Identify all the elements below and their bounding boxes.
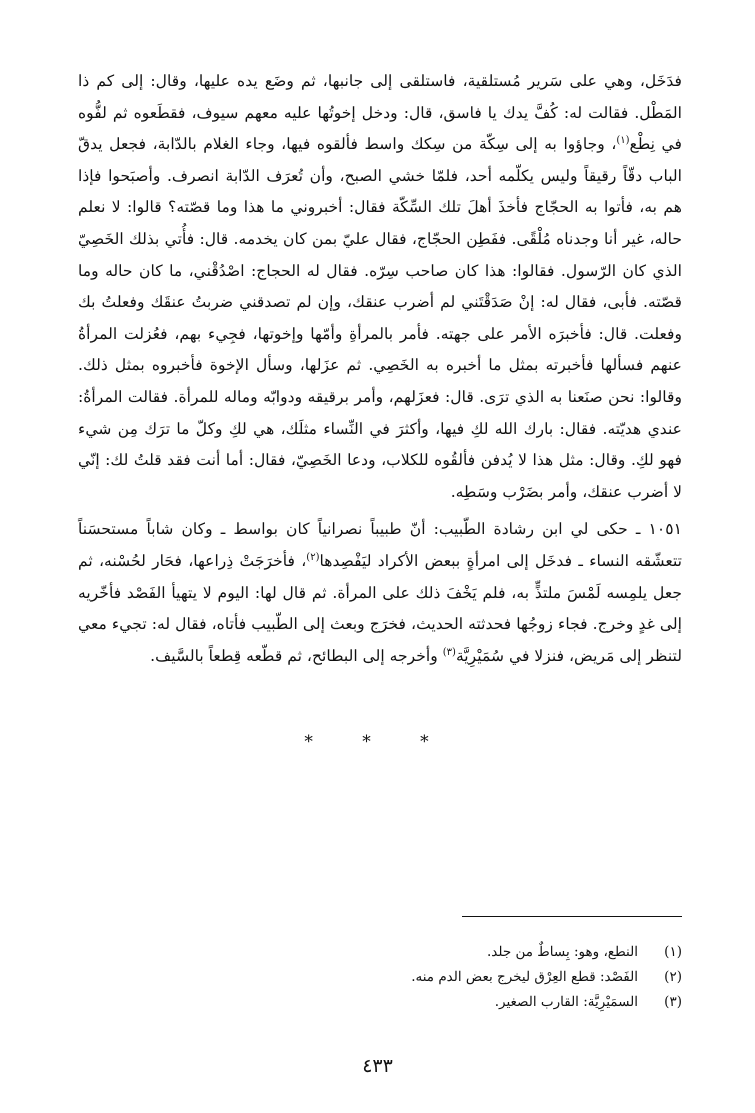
footnote-number: (٢) <box>664 969 682 985</box>
footnote-2 <box>300 965 682 990</box>
footnote-text: الفَصْد: قطع العِرْق ليخرج بعض الدم منه. <box>411 969 638 985</box>
paragraph-2-part-a: ١٠٥١ ـ حكى لي ابن رشادة الطّبيب: أنّ طبيباً نصرانياً كان بواسط ـ وكان شاباً مستحسَناً تتعشّقه النساء ـ فدخَل إلى امرأةٍ ببعض الأكراد ليَفْصِدها <box>78 520 682 570</box>
footnote-1 <box>300 940 682 965</box>
footnote-ref-2: (٢) <box>306 551 320 563</box>
footnote-ref-1: (١) <box>616 135 630 146</box>
paragraph-2 <box>78 514 682 672</box>
footnote-text: النطع، وهو: بِساطٌ من جلد. <box>487 944 638 960</box>
footnote-3 <box>300 990 682 1015</box>
page-number: ٤٣٣ <box>362 1055 393 1077</box>
footnote-text: السمَيْرِيَّة: القارب الصغير. <box>494 994 638 1010</box>
paragraph-1-part-b: ، وجاؤوا به إلى سِكّة من سِكك واسط فألقوه فيها، وجاء الغلام بالدّابة، فجعل يدقّ الباب دقّاً رقيقاً وليس يكلّمه أحد، فلمّا خشي الصبح، وأن تُعرَف الدّابة انصرف. وأصبَحوا فإذا هم به، فأتوا به الحجّاج فأخذَ أهلَ تلك السِّكّة فقال: أخبروني ما هذا وما قصّته؟ قالوا: لا نعلم حاله، غير أنا وجدناه مُلْقًى. ففَطِن الحجّاج، فقال عليّ بمن كان يخدمه. قال: فأُتي بذلك الخَصِيّ الذي كان الرّسول. فقالوا: هذا كان صاحب سِرّه. فقال له الحجاج: اصْدُقْني، ما كان حاله وما قصّته. فأبى، فقال له: إنْ صَدَقْتَني لم أضرب عنقك، وإن لم تصدقني ضربتُ عنقَك وفعلتُ بك وفعلت. قال: فأخبرَه الأمر على جهته. فأمر بالمرأةِ وأمّها وإخوتها، فجِيء بهم، فعُزلت المرأةُ عنهم فسألها فأخبرته بمثل ما أخبره به الخَصِي. ثم عزَلها، وسأل الإخوة فأخبروه بمثل ذلك. وقالوا: نحن صنَعنا به الذي ترَى. قال: فعزَلهم، وأمر برقيقه ودوابّه وماله للمرأة. فقالت المرأةُ: عندي هديّته. فقال: بارك الله لكِ فيها، وأكثرَ في النِّساء مثلَك، هي لكِ وكلّ ما ترَك مِن شيء فهو لكِ. وقال: مثل هذا لا يُدفن فألقُوه للكلاب، ودعا الخَصِيّ، فقال: أما أنت فقد قلتُ لك: إنّي لا أضرب عنقك، وأمر بضَرْب وسَطِه. <box>78 135 682 501</box>
main-text <box>78 66 682 672</box>
paragraph-2-part-c: وأخرجه إلى البطائح، ثم قطّعه قِطعاً بالسَّيف. <box>150 646 443 665</box>
section-separator: * * * <box>304 732 451 752</box>
paragraph-1-part-a: فدَخَل، وهي على سَرير مُستلقية، فاستلقى إلى جانبها، ثم وضَع يده عليها، وقال: إلى كم ذا المَطْل. فقالت له: كُفَّ يدك يا فاسق، قال: ودخل إخوتُها عليه معهم سيوف، فقطَعوه ثم لفُّوه في نِطْع <box>78 72 683 154</box>
paragraph-1 <box>78 66 682 508</box>
footnote-number: (٣) <box>664 994 682 1010</box>
footnote-ref-3: (٣) <box>442 646 456 658</box>
footnote-divider <box>462 916 682 917</box>
footnote-number: (١) <box>664 944 682 960</box>
paragraph-2-part-b: ، فأخرَجَتْ ذِراعها، فحَار لحُسْنه، ثم جعل يلمِسه لَمْسَ ملتذٍّ به، فلم يَخْفَ ذلك على المرأة. ثم قال لها: اليوم لا يتهيأ الفَصْد فأخّريه إلى غدٍ وخرج. فجاء زوجُها فحدثته الحديث، فخرَج وبعث إلى الطّبيب فأتاه، فقال له: تجيء معي لتنظر إلى مَريض، فنزلا في سُمَيْرِيَّة <box>78 551 682 665</box>
footnotes <box>300 940 682 1015</box>
